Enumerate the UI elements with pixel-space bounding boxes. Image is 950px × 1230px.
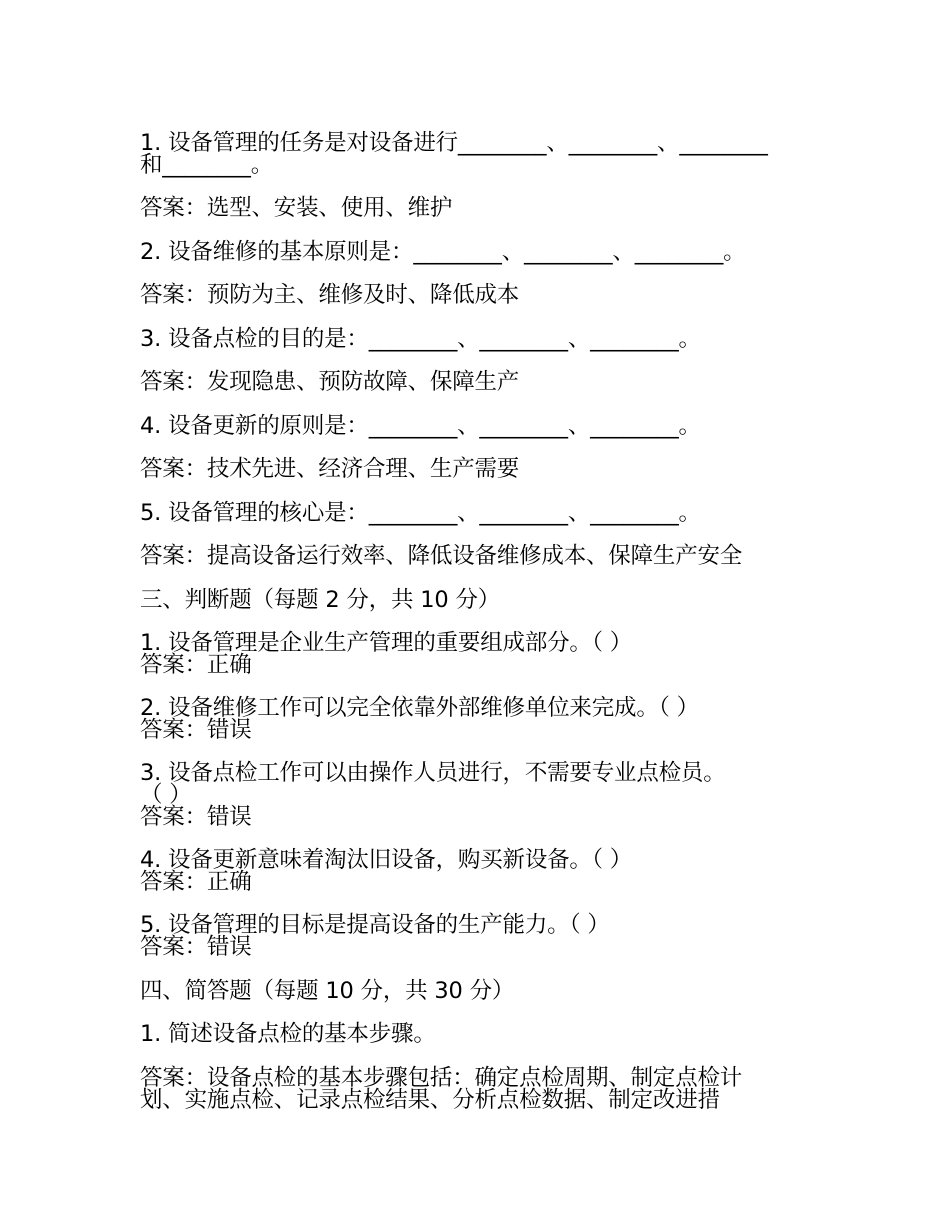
fill-question-2: 2. 设备维修的基本原则是：________、________、________。 [140,239,746,265]
fill-question-3: 3. 设备点检的目的是：________、________、________。 [140,326,701,352]
judgment-question-3-line-1: 3. 设备点检工作可以由操作人员进行，不需要专业点检员。 [140,760,726,786]
section-heading-short-answer: 四、简答题（每题 10 分，共 30 分） [140,978,515,1004]
judgment-question-2: 2. 设备维修工作可以完全依靠外部维修单位来完成。（ ） [140,695,699,721]
fill-answer-4: 答案：技术先进、经济合理、生产需要 [140,456,520,482]
judgment-answer-1: 答案：正确 [140,652,252,678]
judgment-answer-4: 答案：正确 [140,869,252,895]
fill-question-5: 5. 设备管理的核心是：________、________、________。 [140,500,701,526]
fill-answer-1: 答案：选型、安装、使用、维护 [140,195,453,221]
short-answer-question-1: 1. 简述设备点检的基本步骤。 [140,1021,436,1047]
fill-answer-2: 答案：预防为主、维修及时、降低成本 [140,282,520,308]
judgment-question-5: 5. 设备管理的目标是提高设备的生产能力。（ ） [140,912,610,938]
judgment-answer-3: 答案：错误 [140,804,252,830]
fill-answer-5: 答案：提高设备运行效率、降低设备维修成本、保障生产安全 [140,543,743,569]
judgment-answer-2: 答案：错误 [140,717,252,743]
judgment-answer-5: 答案：错误 [140,934,252,960]
fill-answer-3: 答案：发现隐患、预防故障、保障生产 [140,369,520,395]
section-heading-judgment: 三、判断题（每题 2 分，共 10 分） [140,587,501,613]
judgment-question-3-line-2: （ ） [140,782,192,808]
short-answer-answer-1-line-1: 答案：设备点检的基本步骤包括：确定点检周期、制定点检计 [140,1065,743,1091]
fill-question-4: 4. 设备更新的原则是：________、________、________。 [140,413,701,439]
fill-question-1-line-1: 1. 设备管理的任务是对设备进行________、________、________ [140,130,768,156]
judgment-question-4: 4. 设备更新意味着淘汰旧设备，购买新设备。（ ） [140,847,633,873]
short-answer-answer-1-line-2: 划、实施点检、记录点检结果、分析点检数据、制定改进措 [140,1087,720,1113]
fill-question-1-line-2: 和________。 [140,152,274,178]
judgment-question-1: 1. 设备管理是企业生产管理的重要组成部分。（ ） [140,630,633,656]
